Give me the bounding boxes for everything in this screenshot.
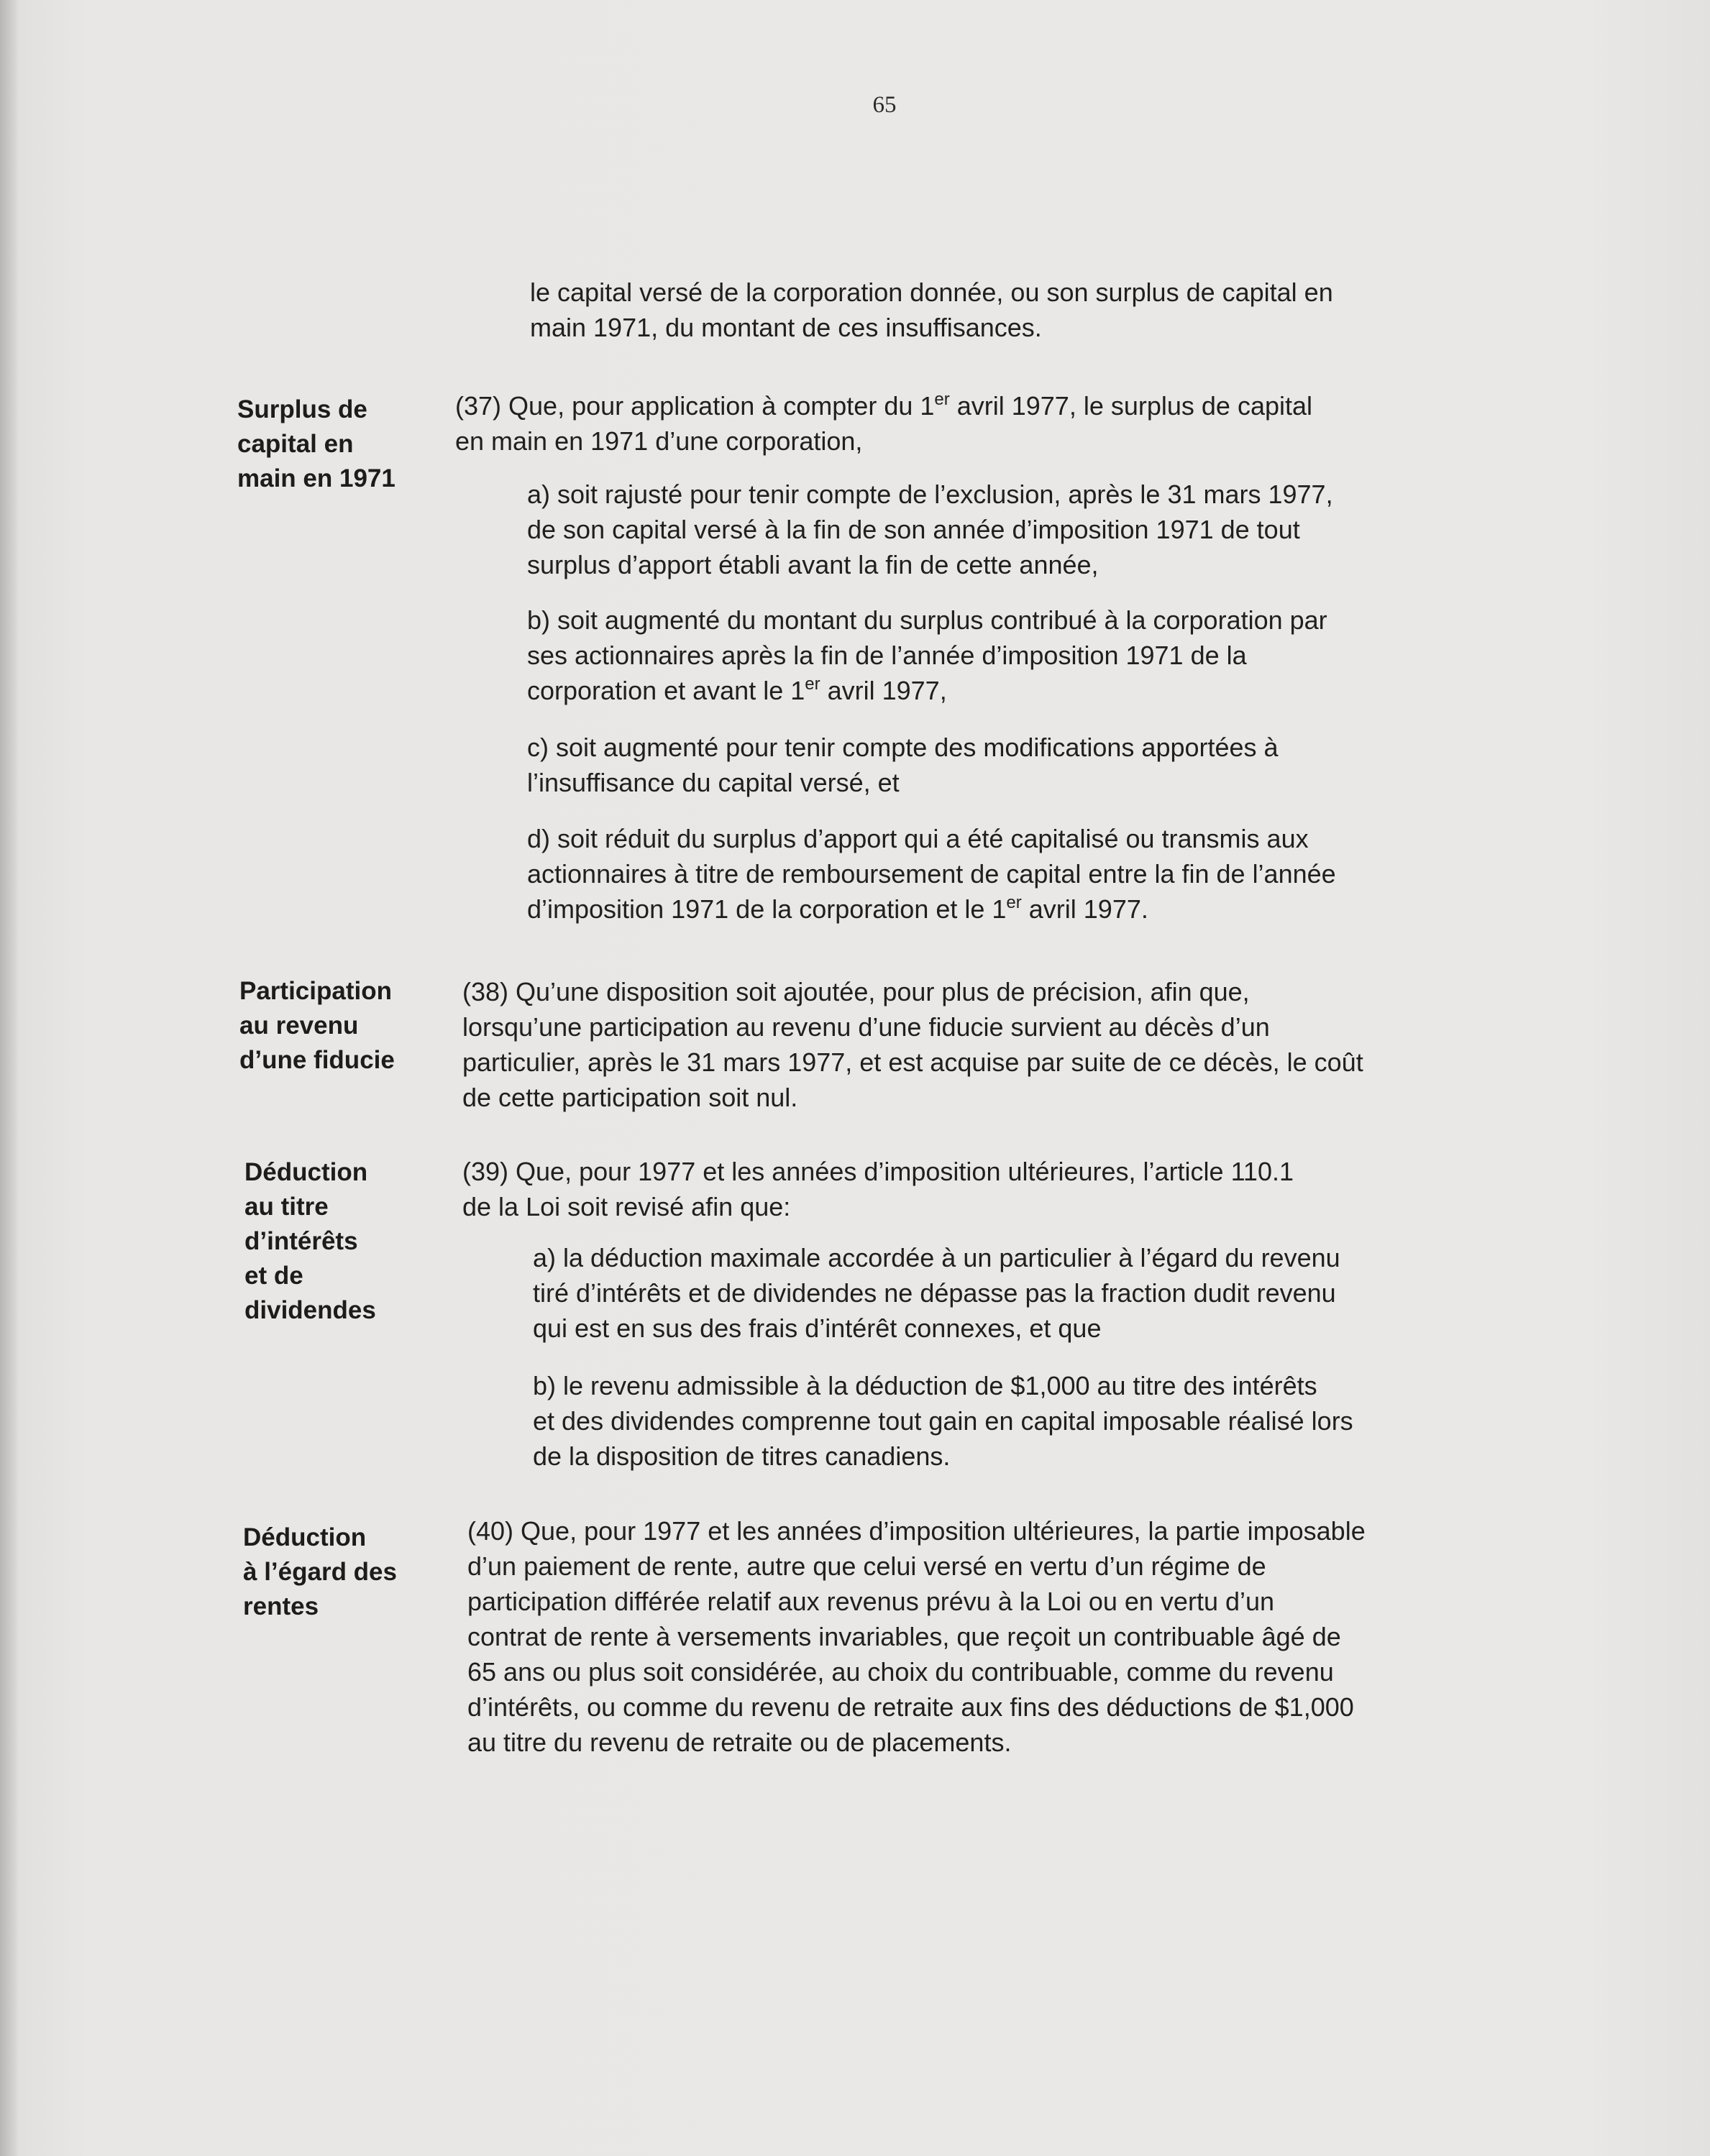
paragraph-37-item-d: d) soit réduit du surplus d’apport qui a été capitalisé ou transmis aux actionnaires à titre de remboursement de capital entre la fin de l’année d’imposition 1971 de la corporation et le 1er avril 1977. xyxy=(527,824,1336,924)
text-line: main 1971, du montant de ces insuffisances. xyxy=(530,313,1042,342)
margin-heading-participation: Participation au revenu d’une fiducie xyxy=(239,977,395,1074)
text-line: le capital versé de la corporation donnée, ou son surplus de capital en xyxy=(530,277,1333,307)
paragraph-37-item-a: a) soit rajusté pour tenir compte de l’exclusion, après le 31 mars 1977, de son capital versé à la fin de son année d’imposition 1971 de tout surplus d’apport établi avant la fin de cette année, xyxy=(527,480,1333,579)
paragraph-38: (38) Qu’une disposition soit ajoutée, pour plus de précision, afin que, lorsqu’une participation au revenu d’une fiducie survient au décès d’un particulier, après le 31 mars 1977, et est acquise par suite de ce décès, le coût de cette participation soit nul. xyxy=(462,977,1363,1112)
margin-heading-surplus: Surplus de capital en main en 1971 xyxy=(237,395,396,492)
paragraph-37-intro: (37) Que, pour application à compter du 1er avril 1977, le surplus de capital en main en 1971 d’une corporation, xyxy=(455,390,1313,456)
binding-edge xyxy=(0,0,17,2156)
continuation-paragraph xyxy=(530,275,1333,345)
paragraph-40: (40) Que, pour 1977 et les années d’imposition ultérieures, la partie imposable d’un paiement de rente, autre que celui versé en vertu d’un régime de participation différée relatif aux revenus prévu à la Loi ou en vertu d’un contrat de rente à versements invariables, que reçoit un contribuable âgé de 65 ans ou plus soit considérée, au choix du contribuable, comme du revenu d’intérêts, ou comme du revenu de retraite aux fins des déductions de $1,000 au titre du revenu de retraite ou de placements. xyxy=(467,1516,1366,1757)
paragraph-39-intro: (39) Que, pour 1977 et les années d’imposition ultérieures, l’article 110.1 de la Loi soit revisé afin que: xyxy=(462,1157,1294,1221)
paragraph-37-item-b: b) soit augmenté du montant du surplus contribué à la corporation par ses actionnaires après la fin de l’année d’imposition 1971 de la corporation et avant le 1er avril 1977, xyxy=(527,605,1327,705)
paragraph-39-item-a: a) la déduction maximale accordée à un particulier à l’égard du revenu tiré d’intérêts et de dividendes ne dépasse pas la fraction dudit revenu qui est en sus des frais d’intérêt connexes, et que xyxy=(533,1243,1340,1343)
margin-heading-rentes: Déduction à l’égard des rentes xyxy=(243,1523,397,1620)
margin-heading-deduction-interets: Déduction au titre d’intérêts et de dividendes xyxy=(244,1158,376,1324)
page-number: 65 xyxy=(872,92,897,118)
paragraph-37-item-c: c) soit augmenté pour tenir compte des modifications apportées à l’insuffisance du capital versé, et xyxy=(527,733,1279,797)
paragraph-39-item-b: b) le revenu admissible à la déduction de $1,000 au titre des intérêts et des dividendes comprenne tout gain en capital imposable réalisé lors de la disposition de titres canadiens. xyxy=(533,1371,1353,1471)
